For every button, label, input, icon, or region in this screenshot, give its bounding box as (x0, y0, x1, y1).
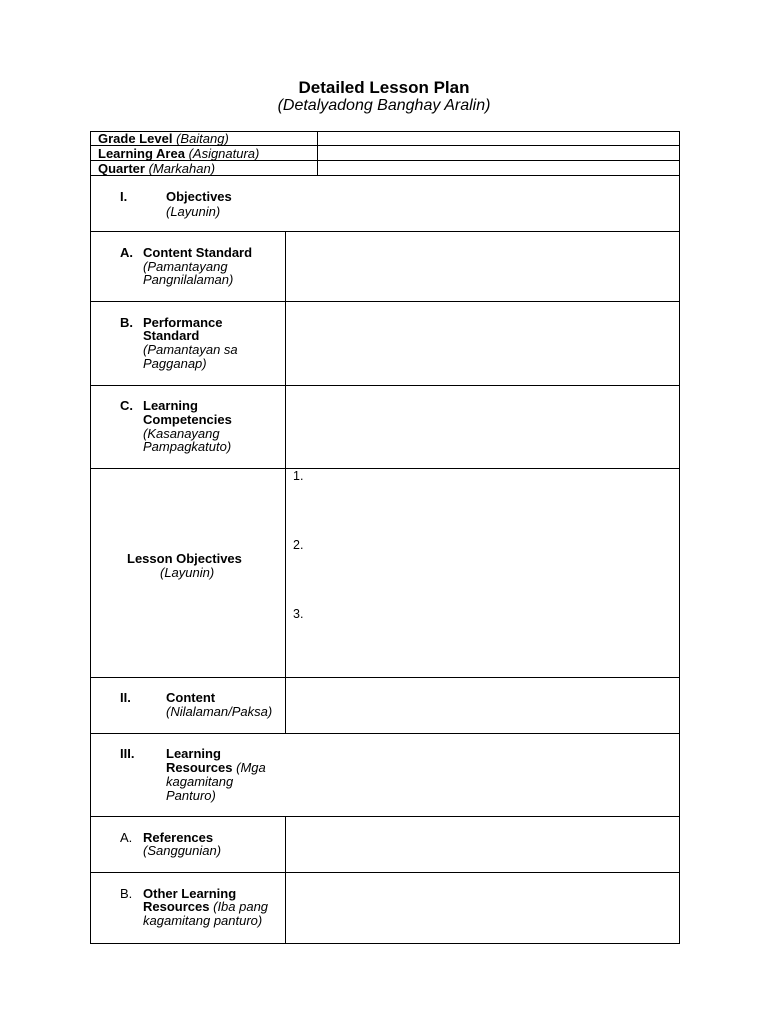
lesson-objectives-tagalog: (Layunin) (160, 565, 215, 580)
row-divider (91, 677, 679, 678)
row-divider (91, 301, 679, 302)
content-standard-tagalog-1: (Pamantayang (143, 259, 228, 274)
performance-standard-tagalog-1: (Pamantayan sa (143, 342, 238, 357)
objectives-numeral: I. (120, 189, 128, 204)
row-divider (91, 816, 679, 817)
document-subtitle: (Detalyadong Banghay Aralin) (277, 97, 491, 114)
references-tagalog: (Sanggunian) (143, 843, 222, 858)
other-resources-label-1: Other Learning (143, 886, 237, 901)
learning-competencies-label-1: Learning (143, 398, 198, 413)
content-standard-tagalog-2: Pangnilalaman) (143, 272, 234, 287)
learning-competencies-tagalog-2: Pampagkatuto) (143, 439, 232, 454)
learning-resources-label-2: Resources (Mga (166, 760, 266, 775)
references-letter: A. (120, 830, 133, 845)
references-label: References (143, 830, 214, 845)
row-divider (91, 385, 679, 386)
quarter-label: Quarter (Markahan) (98, 161, 216, 176)
column-divider (285, 816, 286, 943)
row-divider (91, 468, 679, 469)
performance-standard-label-1: Performance (143, 315, 223, 330)
learning-area-label: Learning Area (Asignatura) (98, 146, 260, 161)
other-resources-letter: B. (120, 886, 133, 901)
objectives-label: Objectives (166, 189, 232, 204)
lesson-plan-table (90, 131, 680, 944)
content-standard-label: Content Standard (143, 245, 253, 260)
row-divider (91, 872, 679, 873)
lesson-objective-item-3: 3. (293, 607, 304, 621)
column-divider (285, 677, 286, 733)
content-standard-letter: A. (120, 245, 133, 260)
lesson-objective-item-1: 1. (293, 469, 304, 483)
column-divider (285, 231, 286, 678)
lesson-objectives-label: Lesson Objectives (127, 551, 242, 566)
content-tagalog: (Nilalaman/Paksa) (166, 704, 273, 719)
row-divider (91, 733, 679, 734)
column-divider (317, 132, 318, 175)
learning-resources-label-1: Learning (166, 746, 221, 761)
other-resources-label-2: Resources (Iba pang (143, 899, 269, 914)
content-label: Content (166, 690, 216, 705)
other-resources-tagalog-2: kagamitang panturo) (143, 913, 263, 928)
learning-competencies-label-2: Competencies (143, 412, 232, 427)
row-divider (91, 231, 679, 232)
learning-resources-tagalog-2: kagamitang (166, 774, 234, 789)
learning-competencies-letter: C. (120, 398, 133, 413)
learning-resources-tagalog-3: Panturo) (166, 788, 216, 803)
performance-standard-label-2: Standard (143, 328, 200, 343)
performance-standard-letter: B. (120, 315, 133, 330)
content-numeral: II. (120, 690, 131, 705)
document-title: Detailed Lesson Plan (298, 78, 470, 97)
objectives-tagalog: (Layunin) (166, 204, 221, 219)
lesson-objective-item-2: 2. (293, 538, 304, 552)
learning-competencies-tagalog-1: (Kasanayang (143, 426, 220, 441)
learning-resources-numeral: III. (120, 746, 135, 761)
performance-standard-tagalog-2: Pagganap) (143, 356, 207, 371)
grade-level-label: Grade Level (Baitang) (98, 131, 229, 146)
